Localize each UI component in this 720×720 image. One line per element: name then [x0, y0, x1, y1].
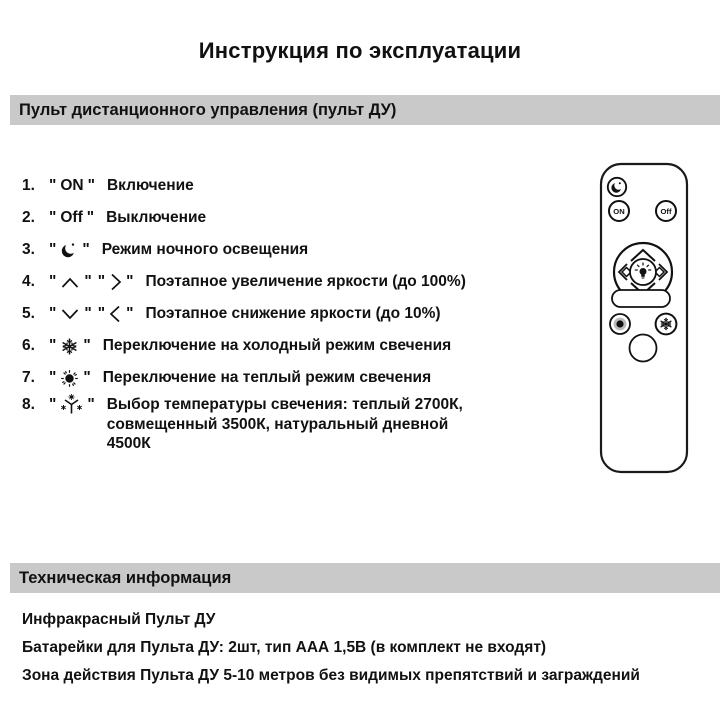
mini-sun	[69, 394, 75, 400]
night-mode-button	[608, 178, 626, 196]
chevron-down-icon	[60, 308, 80, 321]
item-number: 7.	[22, 369, 35, 386]
color-temperature-button	[630, 335, 657, 362]
pill-button	[612, 290, 670, 307]
instruction-list	[22, 170, 582, 454]
item-number: 3.	[22, 241, 35, 258]
snowflake-icon	[60, 337, 79, 356]
item-number: 8.	[22, 396, 35, 413]
list-item-brightness-up: 4. " " " " Поэтапное увеличение яркости (до 100%)	[22, 273, 466, 290]
off-button-label: Off	[660, 207, 672, 216]
section-header-tech-label: Техническая информация	[19, 568, 232, 587]
tech-line-batteries: Батарейки для Пульта ДУ: 2шт, тип ААА 1,5В (в комплект не входят)	[22, 639, 547, 656]
item-text: Выбор температуры свечения: теплый 2700К, совмещенный 3500К, натуральный дневной 4500К	[106, 396, 463, 452]
item-text: Выключение	[106, 209, 207, 226]
item-number: 6.	[22, 337, 35, 354]
chevron-up-icon	[60, 276, 80, 289]
list-item-on: 1. " ON " Включение	[22, 177, 194, 194]
on-button	[609, 201, 629, 221]
item-number: 2.	[22, 209, 35, 226]
warm-mode-button	[610, 314, 630, 334]
item-number: 4.	[22, 273, 35, 290]
off-button	[656, 201, 676, 221]
list-item-off: 2. " Off " Выключение	[22, 209, 207, 226]
remote-control-illustration	[578, 158, 693, 488]
tech-line-range: Зона действия Пульта ДУ 5-10 метров без видимых препятствий и заграждений	[22, 667, 640, 684]
sun-icon	[60, 369, 79, 388]
list-item-brightness-down: 5. " " " " Поэтапное снижение яркости (до 10%)	[22, 305, 441, 322]
on-button-label: ON	[60, 177, 84, 194]
section-header-remote	[10, 95, 720, 125]
item-text: Переключение на холодный режим свечения	[102, 337, 452, 354]
item-text: Режим ночного освещения	[101, 241, 309, 258]
item-text: Поэтапное увеличение яркости (до 100%)	[145, 273, 466, 290]
crescent-moon-icon	[60, 241, 78, 259]
item-text: Переключение на теплый режим свечения	[102, 369, 432, 386]
item-number: 5.	[22, 305, 35, 322]
chevron-right-icon	[109, 272, 122, 292]
list-item-color-temperature: 8. " " Выбор температуры свечения: теплый 2700К, совмещенный 3500К, натуральный дневной 4500К	[22, 394, 582, 454]
list-item-night-mode: 3. " " Режим ночного освещения	[22, 241, 309, 258]
item-text: Поэтапное снижение яркости (до 10%)	[145, 305, 441, 322]
page-title: Инструкция по эксплуатации	[198, 38, 522, 63]
item-text: Включение	[106, 177, 194, 194]
list-item-warm-mode: 7. " " Переключение на теплый режим свечения	[22, 369, 432, 386]
chevron-left-icon	[109, 304, 122, 324]
item-number: 1.	[22, 177, 35, 194]
section-header-remote-label: Пульт дистанционного управления (пульт ДУ)	[19, 100, 397, 119]
list-item-cold-mode: 6. " " Переключение на холодный режим свечения	[22, 337, 452, 354]
tech-line-ir: Инфракрасный Пульт ДУ	[22, 611, 216, 628]
cold-mode-button	[656, 314, 677, 335]
section-header-tech	[10, 563, 720, 593]
on-button-label: ON	[613, 207, 625, 216]
color-temperature-icon	[60, 394, 83, 415]
tech-info	[22, 606, 640, 690]
off-button-label: Off	[60, 209, 83, 226]
